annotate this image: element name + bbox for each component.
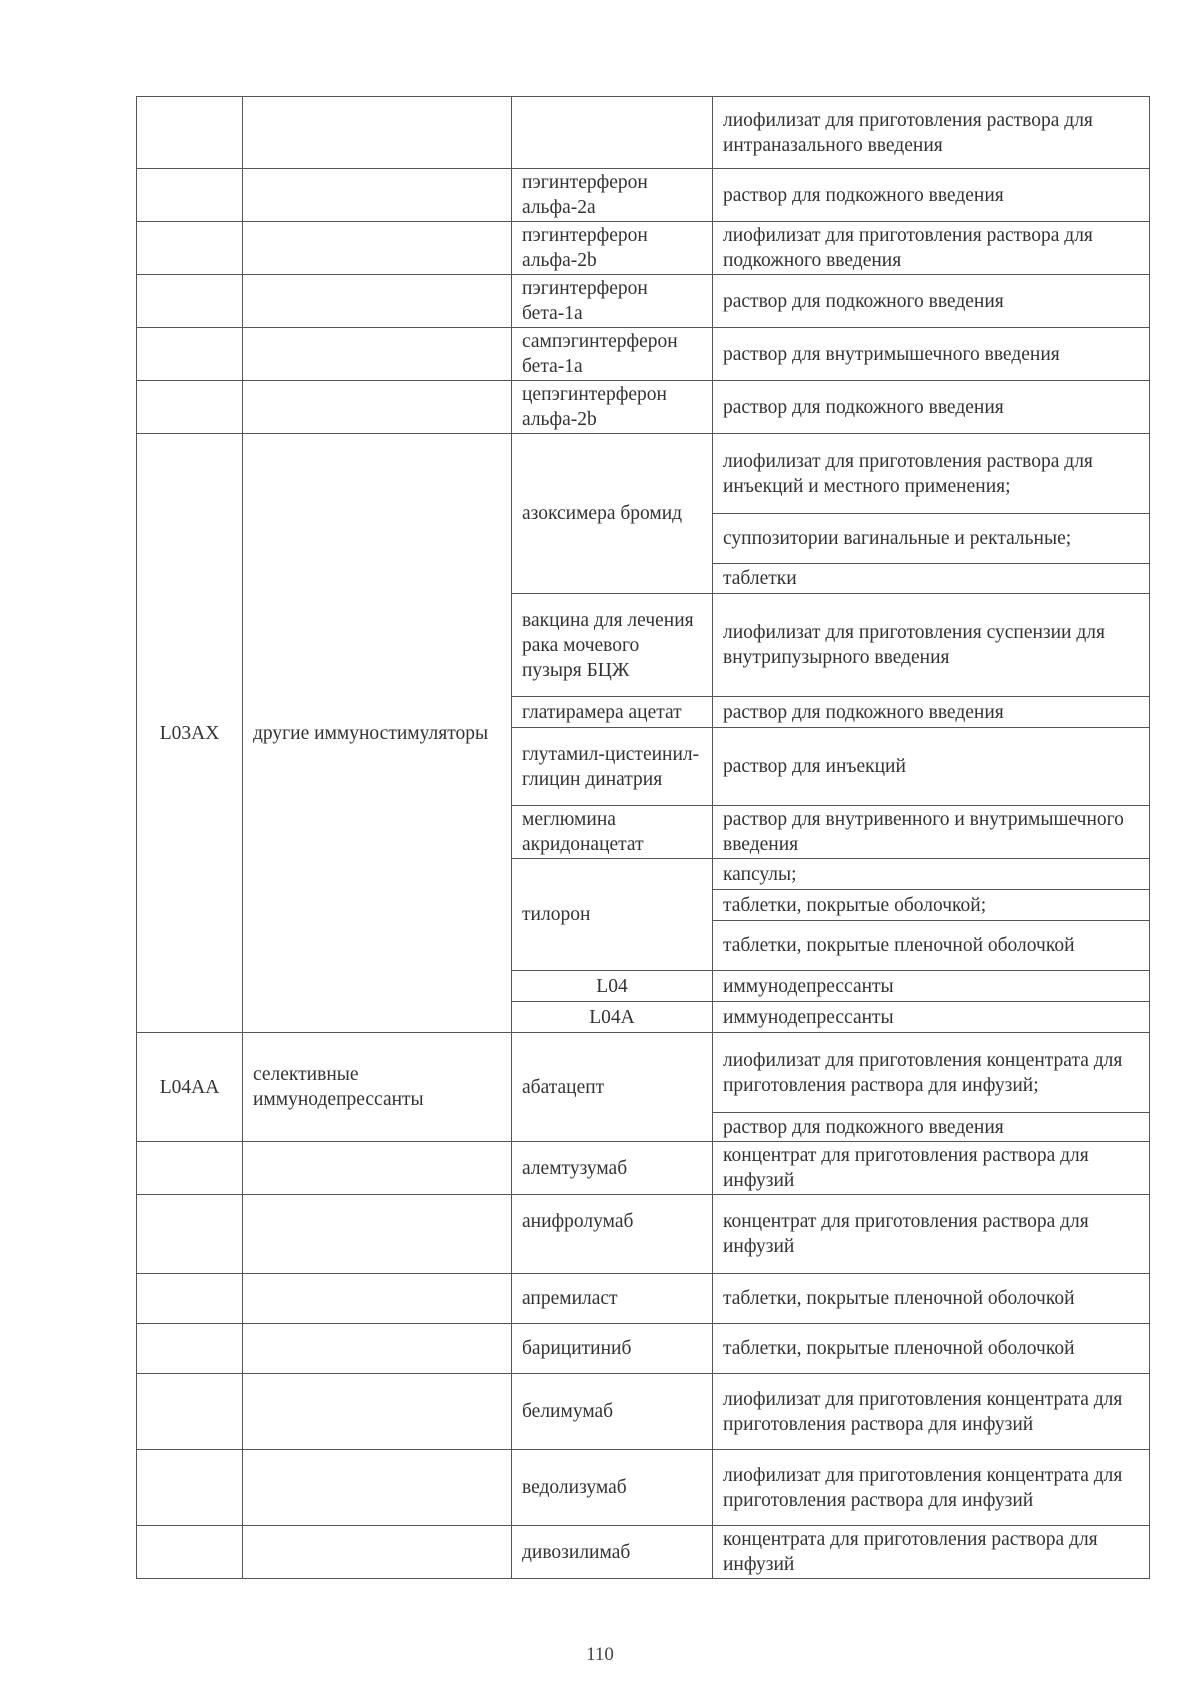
- atc-code-cell: [137, 381, 243, 434]
- table-row: [137, 1324, 1150, 1374]
- table-row: [137, 1374, 1150, 1450]
- table-row: [137, 328, 1150, 381]
- atc-code-cell: [137, 275, 243, 328]
- table-row: [137, 222, 1150, 275]
- atc-code-cell: [137, 169, 243, 222]
- atc-group-cell: [243, 97, 512, 169]
- dosage-form-cell: раствор для подкожного введения: [713, 169, 1150, 222]
- dosage-form-cell: концентрат для приготовления раствора для инфузий: [713, 1195, 1150, 1274]
- dosage-form-cell: лиофилизат для приготовления раствора для подкожного введения: [713, 222, 1150, 275]
- atc-group-cell: [243, 169, 512, 222]
- drug-name-cell: тилорон: [512, 859, 713, 971]
- atc-code-cell: [137, 1195, 243, 1274]
- atc-group-cell: [243, 1274, 512, 1324]
- atc-code-cell: L04AA: [137, 1033, 243, 1142]
- dosage-form-cell: таблетки, покрытые оболочкой;: [713, 890, 1150, 921]
- drug-name-cell: ведолизумаб: [512, 1450, 713, 1526]
- drug-name-cell: анифролумаб: [512, 1195, 713, 1274]
- atc-group-cell: [243, 1526, 512, 1579]
- drug-name-cell: вакцина для лечения рака мочевого пузыря БЦЖ: [512, 594, 713, 697]
- dosage-form-cell: суппозитории вагинальные и ректальные;: [713, 514, 1150, 564]
- dosage-form-cell: раствор для внутримышечного введения: [713, 328, 1150, 381]
- dosage-form-cell: таблетки, покрытые пленочной оболочкой: [713, 921, 1150, 971]
- dosage-form-cell: раствор для инъекций: [713, 728, 1150, 806]
- atc-group-cell: [243, 328, 512, 381]
- drug-name-cell: азоксимера бромид: [512, 434, 713, 594]
- table-row: [137, 1274, 1150, 1324]
- dosage-form-cell: лиофилизат для приготовления концентрата для приготовления раствора для инфузий: [713, 1374, 1150, 1450]
- drug-table: [136, 96, 1150, 1579]
- table-row: [137, 169, 1150, 222]
- atc-code-cell: [137, 328, 243, 381]
- drug-name-cell: пэгинтерферон альфа-2b: [512, 222, 713, 275]
- table-row: [137, 1450, 1150, 1526]
- dosage-form-cell: таблетки: [713, 564, 1150, 594]
- drug-name-cell: цепэгинтерферон альфа-2b: [512, 381, 713, 434]
- atc-code-cell: [137, 1274, 243, 1324]
- table-row: [137, 434, 1150, 514]
- table-row: [137, 1195, 1150, 1274]
- drug-name-cell: абатацепт: [512, 1033, 713, 1142]
- table-row: [137, 1526, 1150, 1579]
- atc-code-cell: [137, 1374, 243, 1450]
- atc-group-cell: [243, 1195, 512, 1274]
- table-row: [137, 1033, 1150, 1113]
- atc-code-cell: [137, 1324, 243, 1374]
- atc-group-cell: [243, 1324, 512, 1374]
- dosage-form-cell: лиофилизат для приготовления раствора для интраназального введения: [713, 97, 1150, 169]
- atc-group-cell: селективные иммунодепрессанты: [243, 1033, 512, 1142]
- atc-code-cell: [137, 1450, 243, 1526]
- dosage-form-cell: раствор для внутривенного и внутримышечного введения: [713, 806, 1150, 859]
- dosage-form-cell: раствор для подкожного введения: [713, 275, 1150, 328]
- drug-name-cell: белимумаб: [512, 1374, 713, 1450]
- dosage-form-cell: раствор для подкожного введения: [713, 697, 1150, 728]
- dosage-form-cell: концентрата для приготовления раствора для инфузий: [713, 1526, 1150, 1579]
- drug-name-cell: алемтузумаб: [512, 1142, 713, 1195]
- drug-name-cell: глутамил-цистеинил-глицин динатрия: [512, 728, 713, 806]
- atc-code-cell: [137, 222, 243, 275]
- drug-name-cell: сампэгинтерферон бета-1a: [512, 328, 713, 381]
- atc-code-cell: [137, 97, 243, 169]
- dosage-form-cell: раствор для подкожного введения: [713, 1113, 1150, 1142]
- dosage-form-cell: таблетки, покрытые пленочной оболочкой: [713, 1324, 1150, 1374]
- drug-name-cell: пэгинтерферон альфа-2a: [512, 169, 713, 222]
- atc-code-cell: L04: [512, 971, 713, 1002]
- atc-code-cell: L03AX: [137, 434, 243, 1033]
- table-row: [137, 381, 1150, 434]
- atc-group-cell: [243, 1374, 512, 1450]
- atc-group-cell: [243, 275, 512, 328]
- drug-name-cell: меглюмина акридонацетат: [512, 806, 713, 859]
- table-row: [137, 275, 1150, 328]
- dosage-form-cell: раствор для подкожного введения: [713, 381, 1150, 434]
- dosage-form-cell: лиофилизат для приготовления раствора для инъекций и местного применения;: [713, 434, 1150, 514]
- drug-name-cell: пэгинтерферон бета-1a: [512, 275, 713, 328]
- table-row: [137, 97, 1150, 169]
- drug-name-cell: апремиласт: [512, 1274, 713, 1324]
- document-page: [136, 96, 1149, 1579]
- atc-group-cell: другие иммуностимуляторы: [243, 434, 512, 1033]
- atc-group-cell: [243, 222, 512, 275]
- page-number: 110: [586, 1644, 614, 1665]
- dosage-form-cell: концентрат для приготовления раствора для инфузий: [713, 1142, 1150, 1195]
- atc-group-cell: [243, 381, 512, 434]
- atc-group-cell: [243, 1142, 512, 1195]
- dosage-form-cell: таблетки, покрытые пленочной оболочкой: [713, 1274, 1150, 1324]
- atc-group-cell: иммунодепрессанты: [713, 971, 1150, 1002]
- atc-code-cell: [137, 1526, 243, 1579]
- dosage-form-cell: лиофилизат для приготовления суспензии для внутрипузырного введения: [713, 594, 1150, 697]
- atc-group-cell: [243, 1450, 512, 1526]
- atc-group-cell: иммунодепрессанты: [713, 1002, 1150, 1033]
- drug-name-cell: барицитиниб: [512, 1324, 713, 1374]
- drug-name-cell: [512, 97, 713, 169]
- dosage-form-cell: капсулы;: [713, 859, 1150, 890]
- atc-code-cell: [137, 1142, 243, 1195]
- atc-code-cell: L04A: [512, 1002, 713, 1033]
- drug-name-cell: дивозилимаб: [512, 1526, 713, 1579]
- dosage-form-cell: лиофилизат для приготовления концентрата для приготовления раствора для инфузий;: [713, 1033, 1150, 1113]
- table-row: [137, 1142, 1150, 1195]
- drug-name-cell: глатирамера ацетат: [512, 697, 713, 728]
- dosage-form-cell: лиофилизат для приготовления концентрата для приготовления раствора для инфузий: [713, 1450, 1150, 1526]
